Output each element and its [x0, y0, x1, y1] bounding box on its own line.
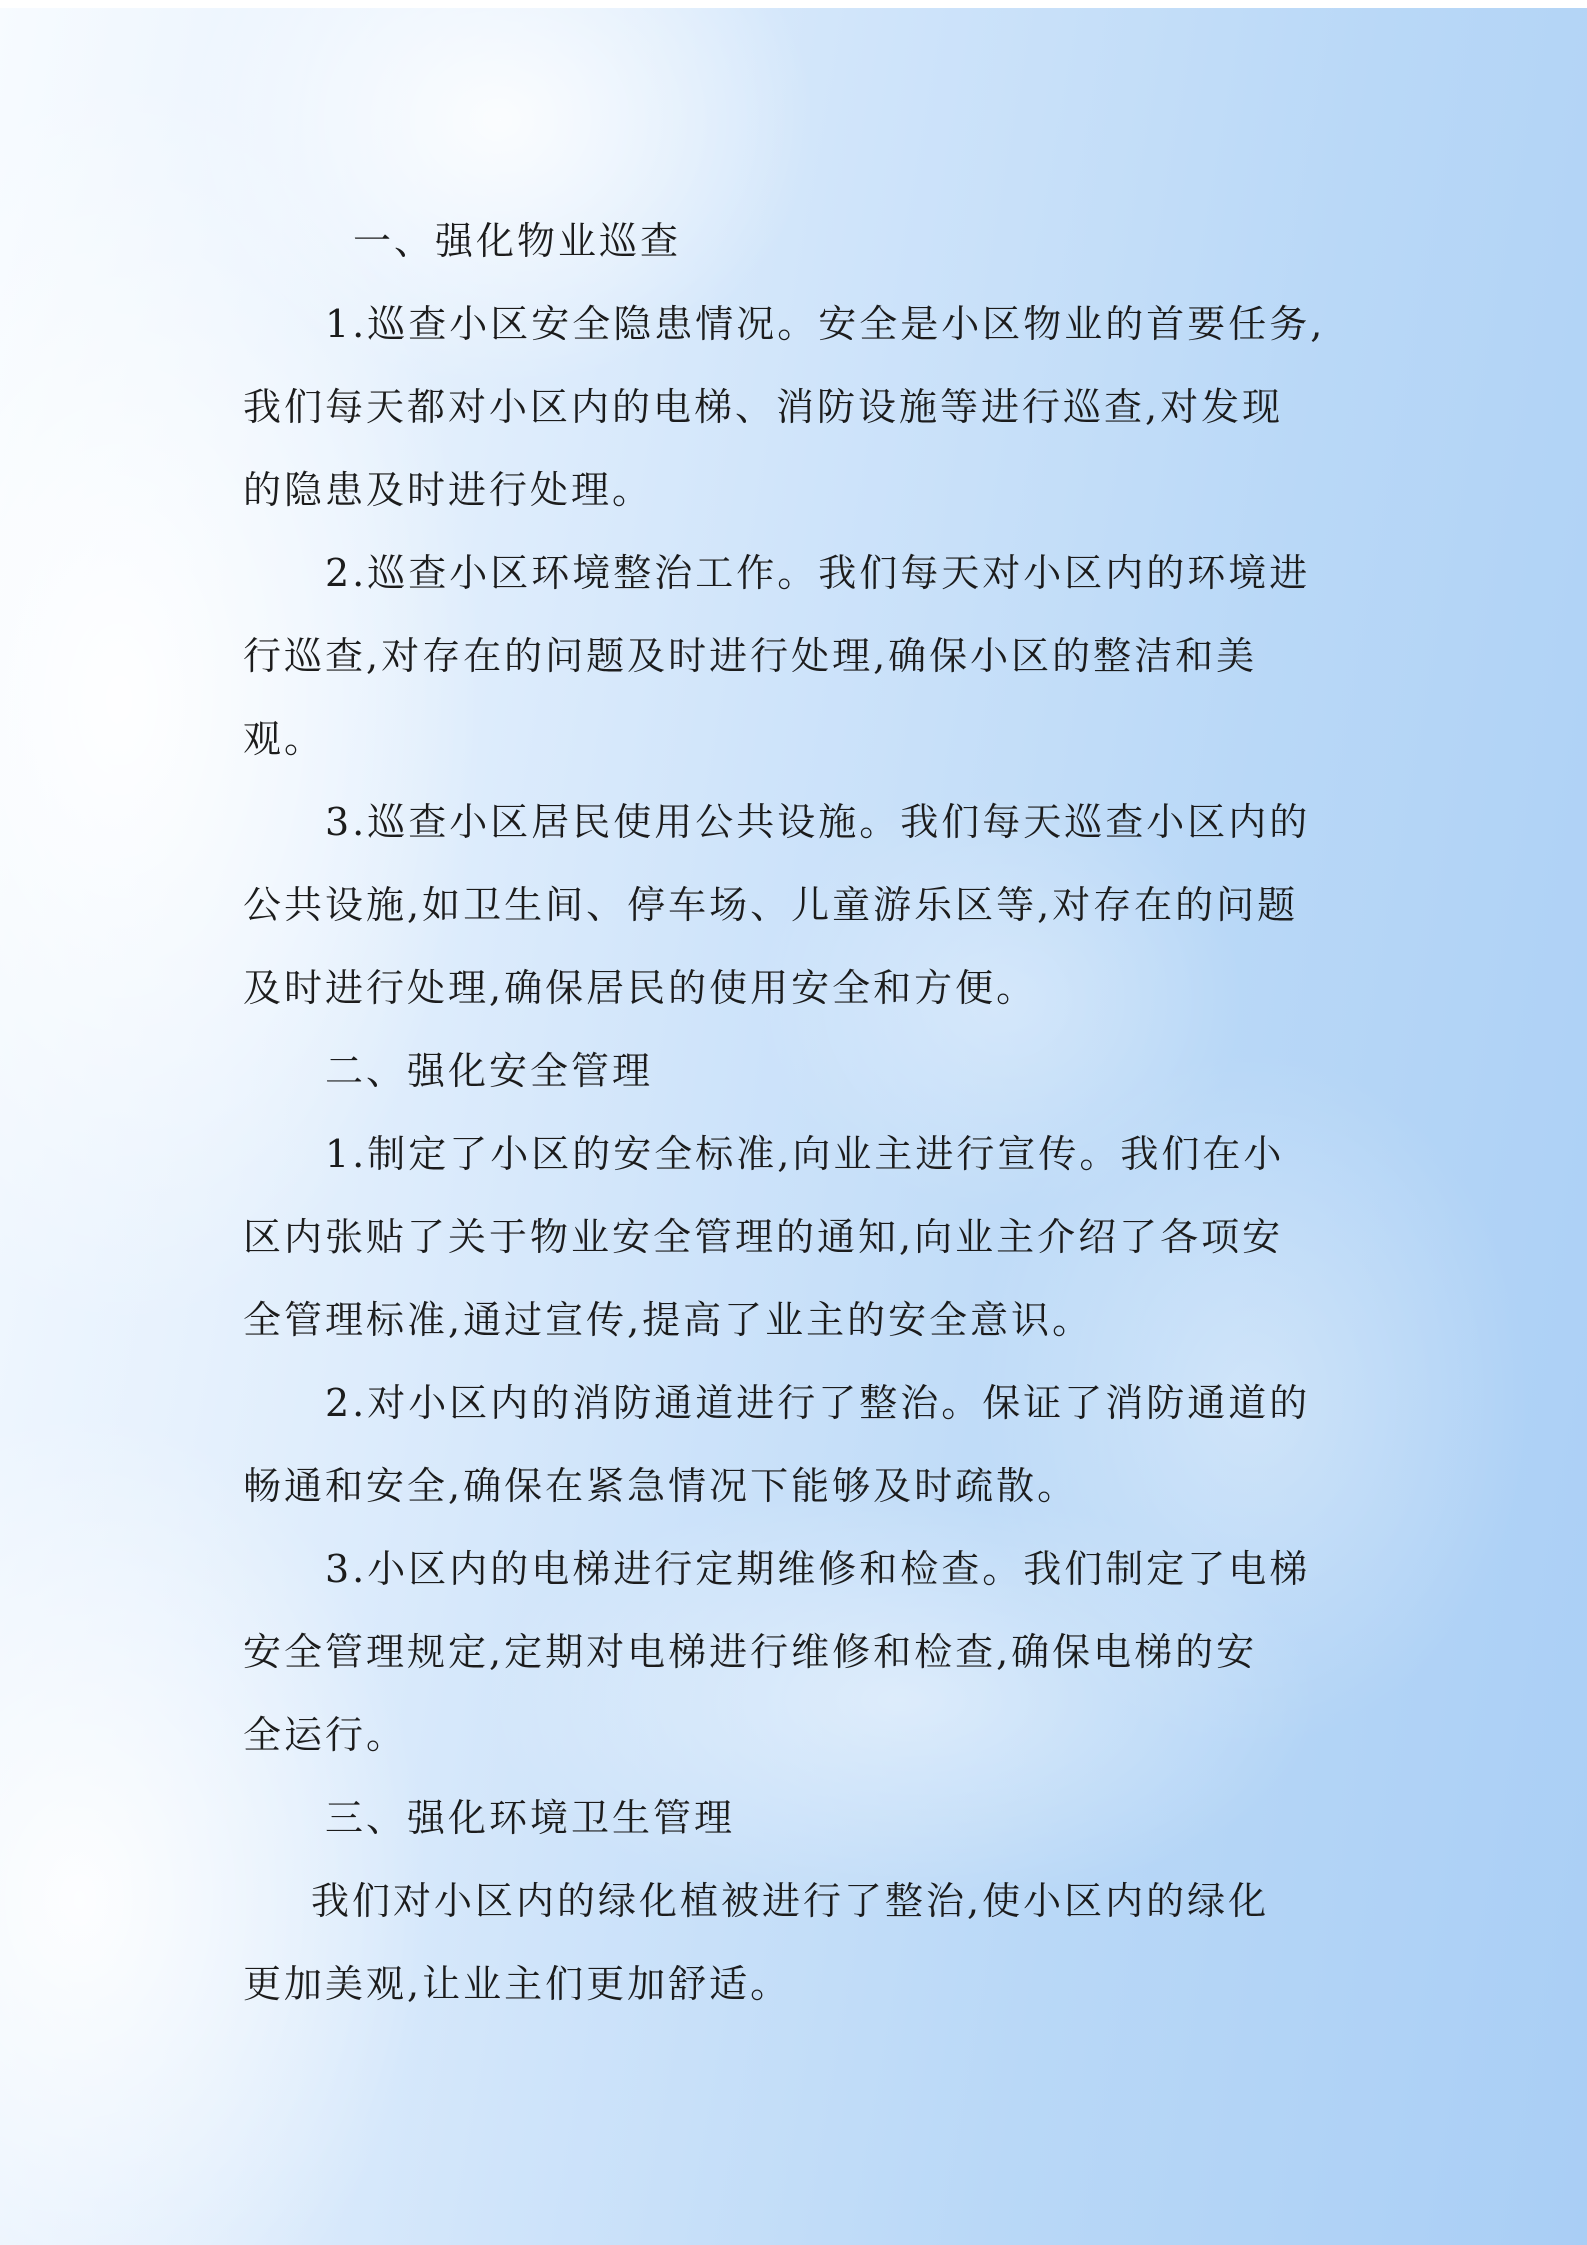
paragraph-line: 更加美观,让业主们更加舒适。: [243, 1962, 792, 2006]
section-heading-2: 二、强化安全管理: [325, 1049, 654, 1093]
paragraph-line: 公共设施,如卫生间、停车场、儿童游乐区等,对存在的问题: [243, 883, 1299, 927]
page-top-edge: [0, 0, 1587, 8]
paragraph-line: 3.小区内的电梯进行定期维修和检查。我们制定了电梯: [325, 1547, 1311, 1591]
paragraph-line: 全管理标准,通过宣传,提高了业主的安全意识。: [243, 1298, 1094, 1342]
paragraph-line: 行巡查,对存在的问题及时进行处理,确保小区的整洁和美: [243, 634, 1258, 678]
paragraph-line: 全运行。: [243, 1713, 408, 1757]
paragraph-line: 1.制定了小区的安全标准,向业主进行宣传。我们在小: [325, 1132, 1285, 1176]
paragraph-line: 我们对小区内的绿化植被进行了整治,使小区内的绿化: [311, 1879, 1270, 1923]
paragraph-line: 观。: [243, 717, 326, 761]
paragraph-line: 畅通和安全,确保在紧急情况下能够及时疏散。: [243, 1464, 1079, 1508]
document-body: [243, 200, 1363, 2026]
paragraph-line: 及时进行处理,确保居民的使用安全和方便。: [243, 966, 1038, 1010]
section-heading-1: 一、强化物业巡查: [353, 219, 682, 263]
section-heading-3: 三、强化环境卫生管理: [325, 1796, 736, 1840]
paragraph-line: 区内张贴了关于物业安全管理的通知,向业主介绍了各项安: [243, 1215, 1284, 1259]
paragraph-line: 1.巡查小区安全隐患情况。安全是小区物业的首要任务,: [325, 302, 1326, 346]
paragraph-line: 的隐患及时进行处理。: [243, 468, 654, 512]
paragraph-line: 2.对小区内的消防通道进行了整治。保证了消防通道的: [325, 1381, 1311, 1425]
paragraph-line: 2.巡查小区环境整治工作。我们每天对小区内的环境进: [325, 551, 1311, 595]
paragraph-line: 安全管理规定,定期对电梯进行维修和检查,确保电梯的安: [243, 1630, 1258, 1674]
paragraph-line: 3.巡查小区居民使用公共设施。我们每天巡查小区内的: [325, 800, 1311, 844]
paragraph-line: 我们每天都对小区内的电梯、消防设施等进行巡查,对发现: [243, 385, 1284, 429]
